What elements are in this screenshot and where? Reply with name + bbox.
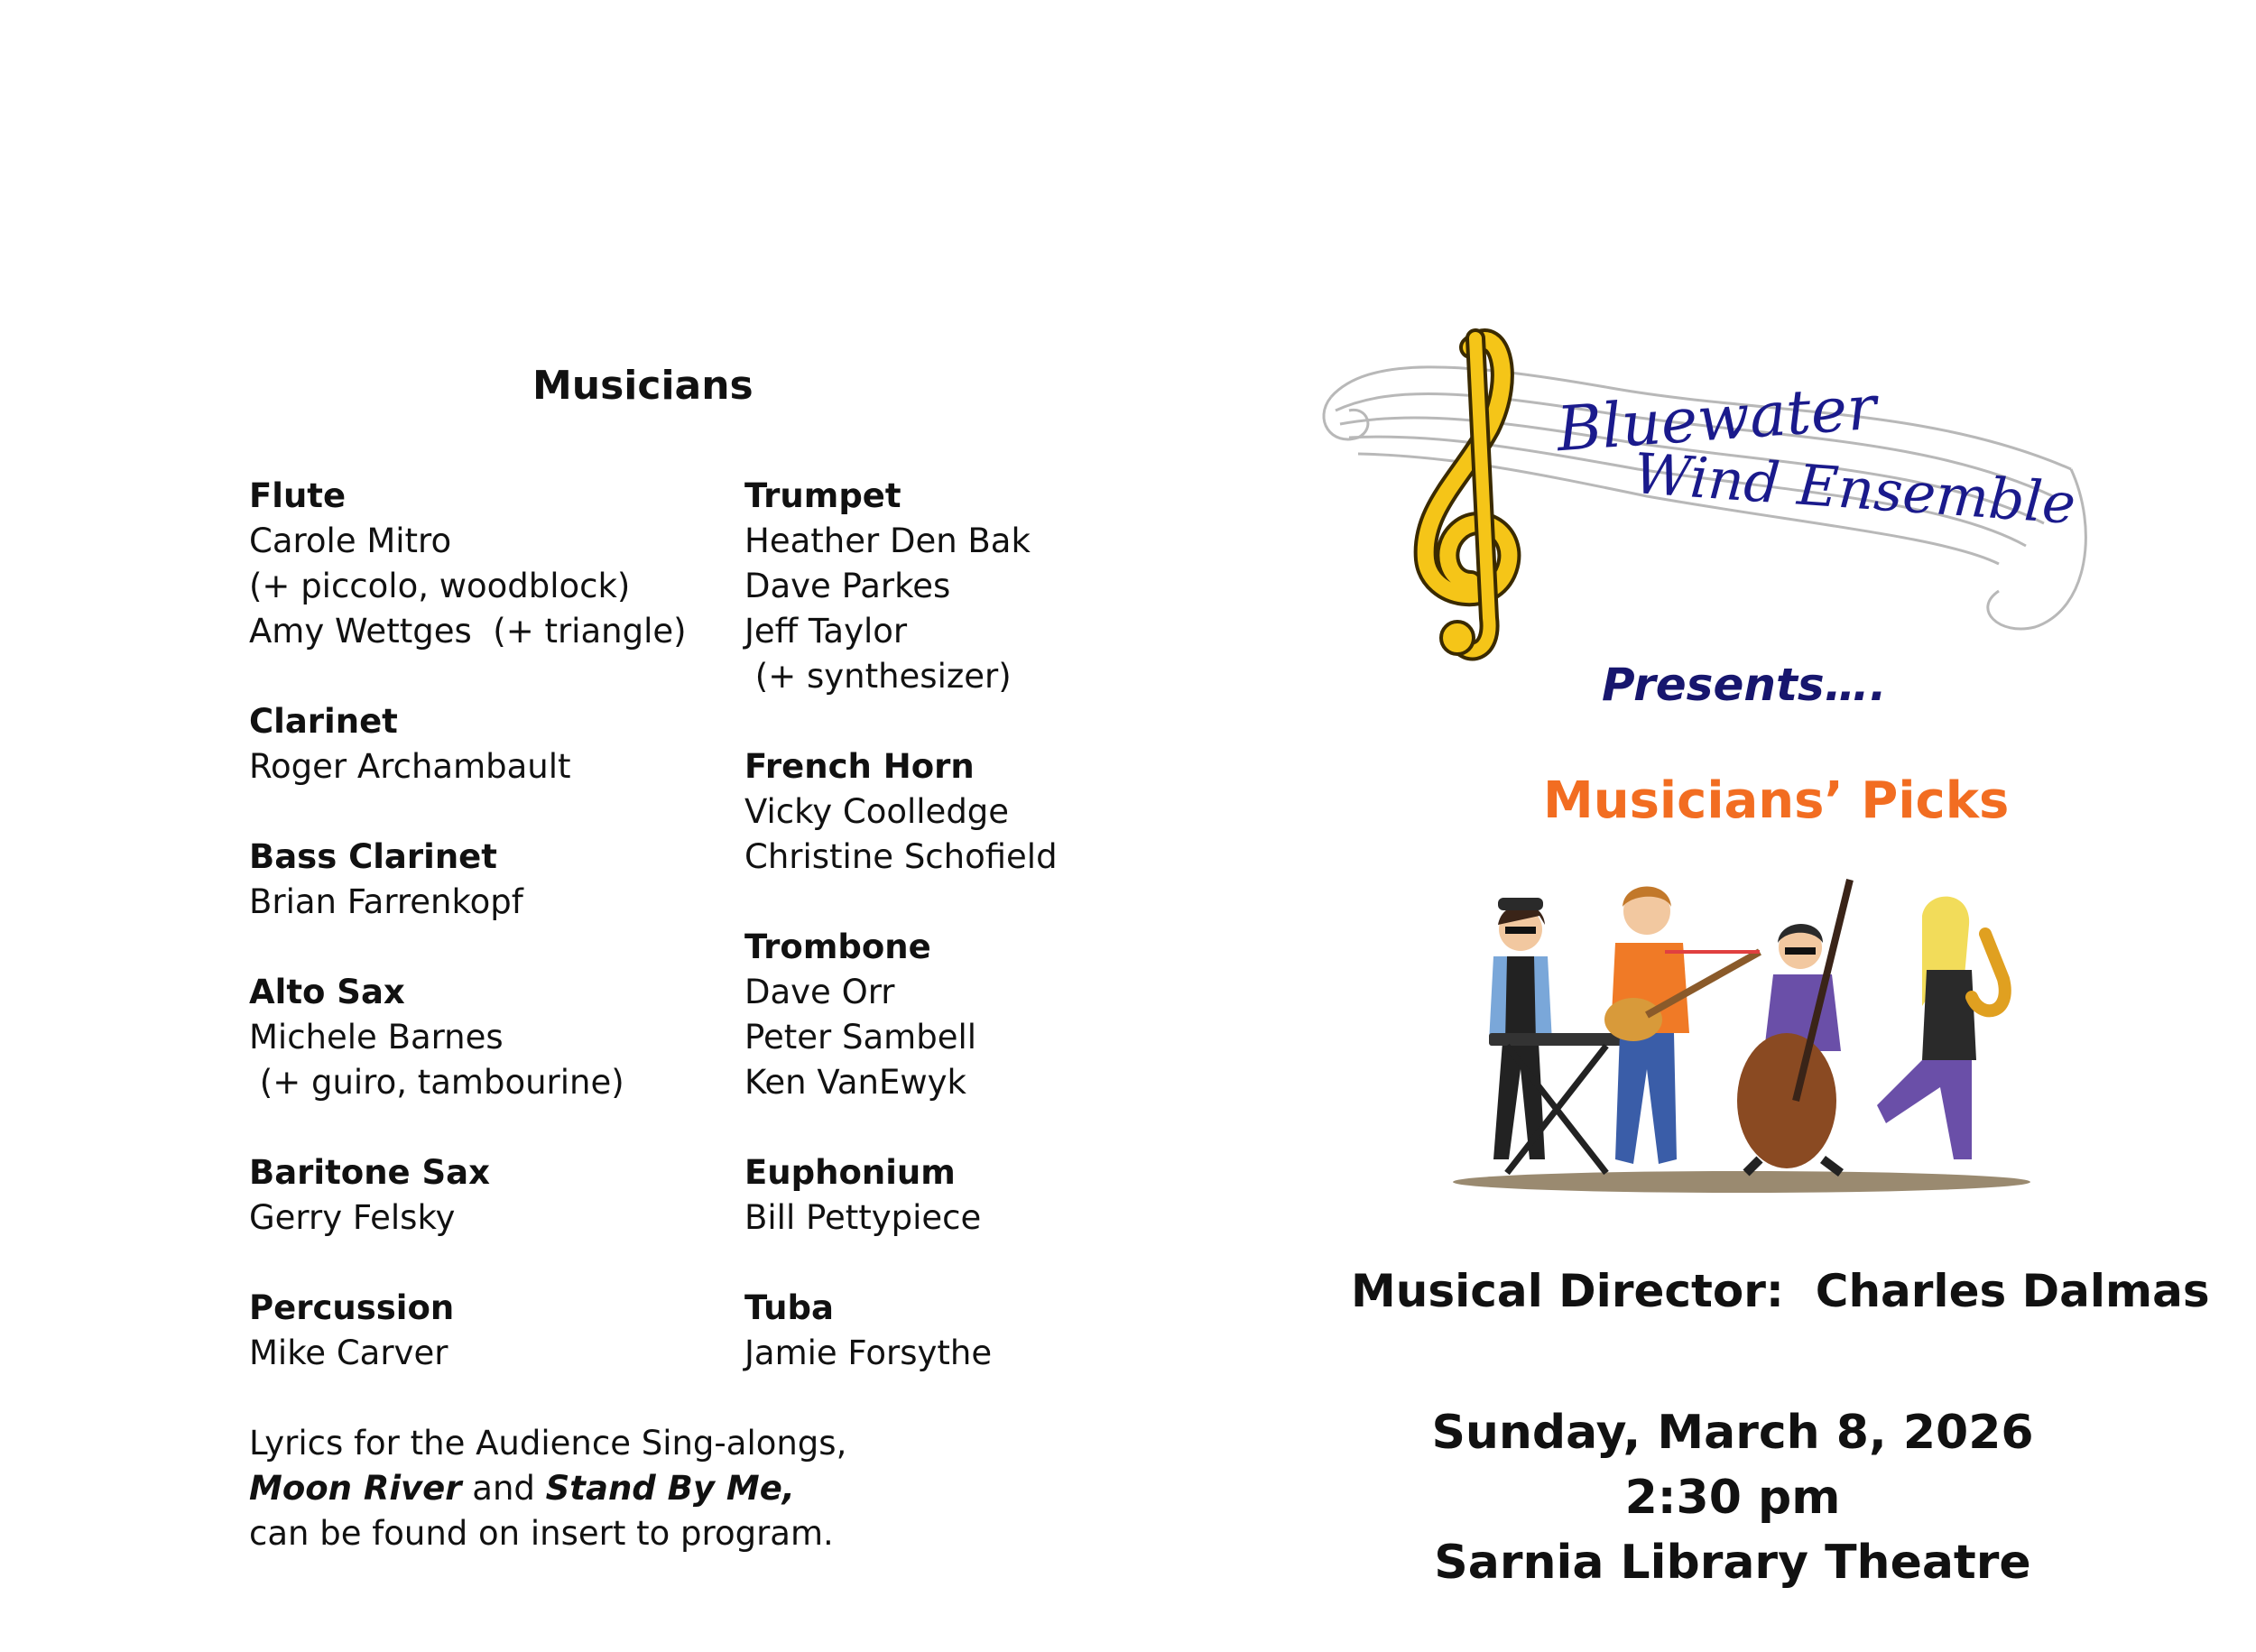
logo-line-2: Wind Ensemble <box>1632 439 2078 538</box>
musicians-left-column <box>249 474 687 1376</box>
section-title: Bass Clarinet <box>249 837 497 876</box>
musician-note: (+ guiro, tambourine) <box>249 1063 624 1102</box>
logo-line-1: Bluewater <box>1554 372 1879 466</box>
musician-name: Dave Parkes <box>744 567 951 605</box>
event-venue: Sarnia Library Theatre <box>1434 1536 2031 1590</box>
section-title: Euphonium <box>744 1153 956 1192</box>
section-euphonium <box>744 1150 1058 1241</box>
section-title: Trumpet <box>744 476 901 515</box>
musician-name: Carole Mitro <box>249 521 452 560</box>
bassist-figure <box>1737 880 1850 1173</box>
musician-name: Amy Wettges (+ triangle) <box>249 612 687 651</box>
musician-name: Gerry Felsky <box>249 1198 456 1237</box>
section-percussion <box>249 1286 687 1376</box>
section-title: Trombone <box>744 928 931 966</box>
section-baritone-sax <box>249 1150 687 1241</box>
singalong-line-1: Lyrics for the Audience Sing-alongs, <box>249 1424 847 1463</box>
singalong-note <box>249 1421 846 1556</box>
musician-name: Michele Barnes <box>249 1018 504 1057</box>
guitarist-figure <box>1604 887 1760 1165</box>
concert-title: Musicians’ Picks <box>1543 771 2010 830</box>
section-title: Alto Sax <box>249 973 405 1011</box>
section-trombone <box>744 925 1058 1105</box>
musician-note: (+ synthesizer) <box>744 657 1012 696</box>
musicians-right-column <box>744 474 1058 1376</box>
musician-name: Peter Sambell <box>744 1018 977 1057</box>
section-tuba <box>744 1286 1058 1376</box>
band-musicians-image <box>1453 862 2048 1204</box>
song-moon-river: Moon River <box>249 1469 462 1508</box>
section-title: Percussion <box>249 1288 455 1327</box>
singalong-comma: , <box>781 1469 795 1508</box>
section-title: Flute <box>249 476 347 515</box>
singalong-line-2 <box>249 1466 846 1511</box>
section-clarinet <box>249 699 687 789</box>
event-time: 2:30 pm <box>1624 1471 1841 1525</box>
section-alto-sax <box>249 970 687 1105</box>
section-trumpet <box>744 474 1058 699</box>
band-illustration <box>1453 862 2048 1204</box>
musician-name: Roger Archambault <box>249 747 571 786</box>
musician-note: (+ piccolo, woodblock) <box>249 567 631 605</box>
musician-name: Christine Schofield <box>744 837 1058 876</box>
musician-name: Bill Pettypiece <box>744 1198 982 1237</box>
song-stand-by-me: Stand By Me <box>545 1469 782 1508</box>
musical-director: Musical Director: Charles Dalmas <box>1351 1265 2210 1317</box>
event-details <box>1327 1400 2139 1595</box>
ensemble-logo <box>1313 320 2089 690</box>
singalong-and: and <box>461 1469 546 1508</box>
musician-name: Jamie Forsythe <box>744 1334 993 1372</box>
event-date: Sunday, March 8, 2026 <box>1431 1406 2034 1460</box>
musician-name: Mike Carver <box>249 1334 448 1372</box>
treble-clef-icon <box>1426 338 1510 654</box>
singalong-line-3: can be found on insert to program. <box>249 1514 834 1553</box>
section-title: Baritone Sax <box>249 1153 491 1192</box>
presents-text: Presents…. <box>1602 659 1887 711</box>
musician-name: Jeff Taylor <box>744 612 908 651</box>
musician-name: Dave Orr <box>744 973 895 1011</box>
saxophonist-figure <box>1877 897 2005 1159</box>
section-flute <box>249 474 687 654</box>
musicians-heading: Musicians <box>532 363 754 409</box>
section-title: French Horn <box>744 747 975 786</box>
musician-name: Heather Den Bak <box>744 521 1031 560</box>
musician-name: Ken VanEwyk <box>744 1063 966 1102</box>
section-title: Tuba <box>744 1288 834 1327</box>
section-french-horn <box>744 744 1058 880</box>
section-bass-clarinet <box>249 835 687 925</box>
keyboard-player-figure <box>1489 898 1624 1173</box>
section-title: Clarinet <box>249 702 398 741</box>
musician-name: Brian Farrenkopf <box>249 882 523 921</box>
musician-name: Vicky Coolledge <box>744 792 1010 831</box>
